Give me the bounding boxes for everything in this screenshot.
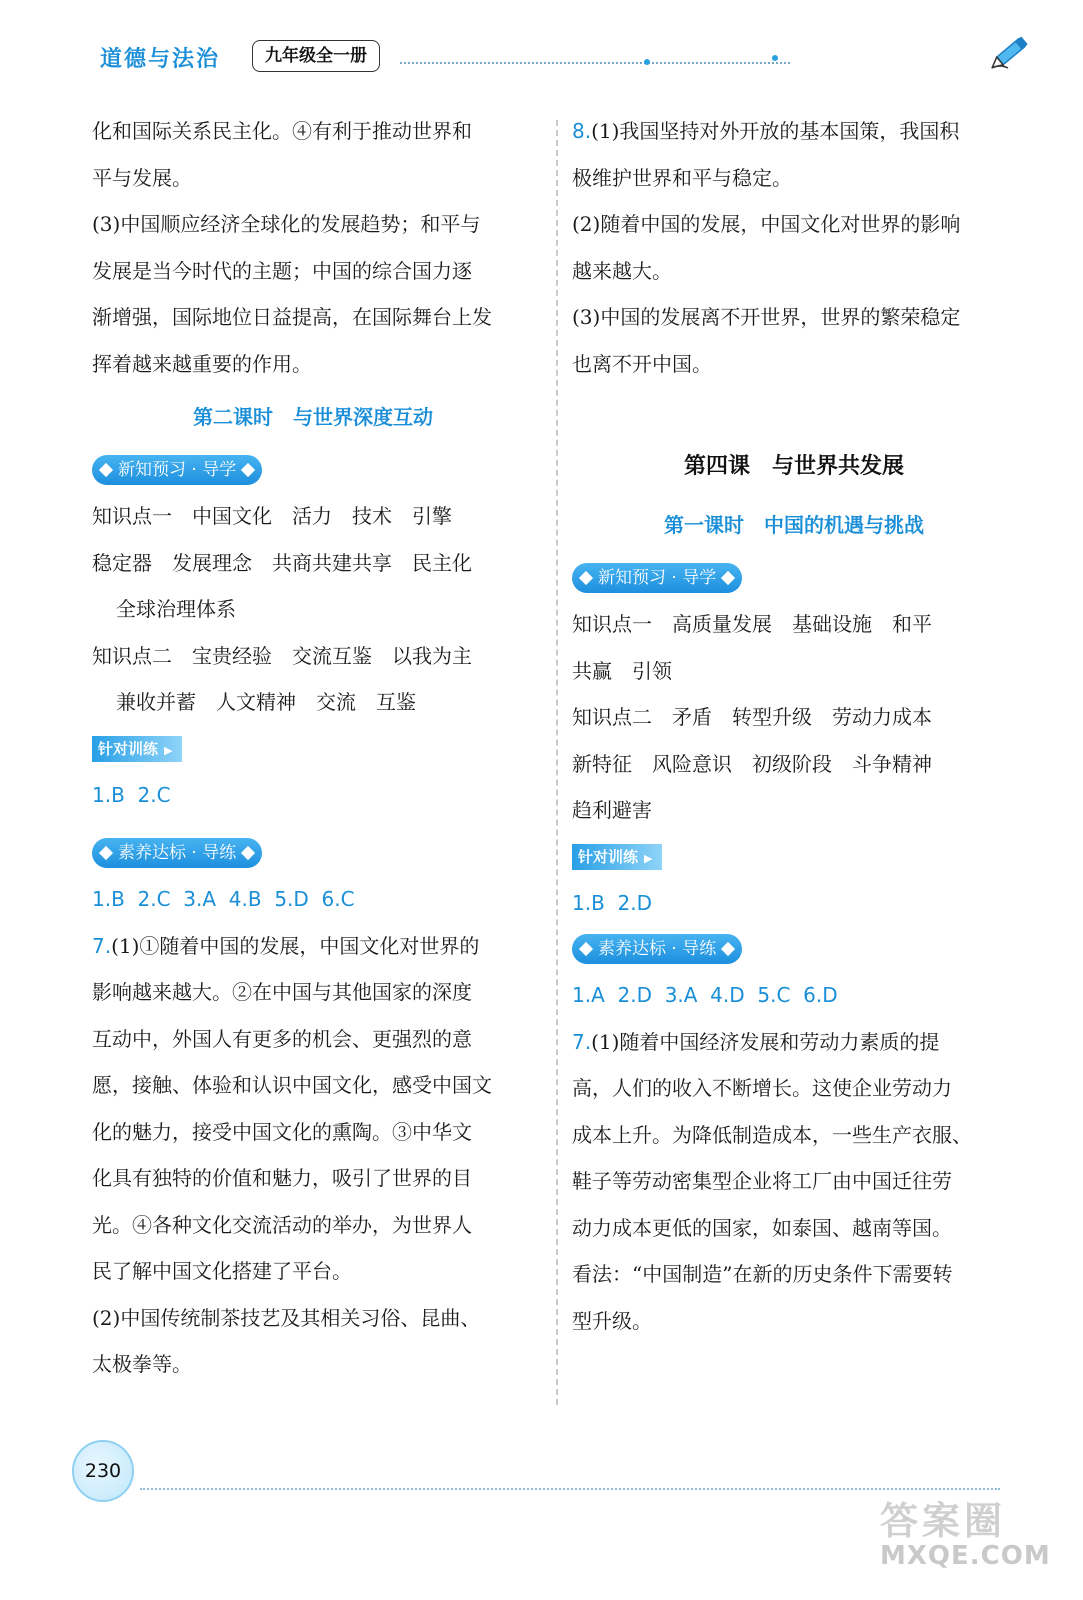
- practice-label: 素养达标 · 导练: [598, 939, 717, 959]
- diamond-icon: [99, 846, 113, 860]
- question-number: 7.: [92, 933, 112, 958]
- page-number-badge: [58, 1432, 144, 1502]
- knowledge-line: 知识点二 宝贵经验 交流互鉴 以我为主: [92, 643, 472, 668]
- triangle-right-icon: ▶: [644, 851, 653, 865]
- answer: 2.C: [137, 887, 171, 911]
- preview-banner: [572, 563, 742, 593]
- text-line: 高，人们的收入不断增长。这使企业劳动力: [572, 1076, 952, 1100]
- text: (1)我国坚持对外开放的基本国策，我国积: [591, 119, 960, 143]
- text-line: 极维护世界和平与稳定。: [572, 165, 792, 190]
- text-line: 化具有独特的价值和魅力，吸引了世界的目: [92, 1166, 472, 1190]
- question-number: 7.: [572, 1029, 592, 1054]
- knowledge-line: 兼收并蓄 人文精神 交流 互鉴: [116, 690, 416, 714]
- text-line: (3)中国顺应经济全球化的发展趋势；和平与: [92, 212, 481, 236]
- text-line: 愿，接触、体验和认识中国文化，感受中国文: [92, 1073, 492, 1097]
- pen-icon: [990, 28, 1036, 76]
- text-line: 影响越来越大。②在中国与其他国家的深度: [92, 980, 472, 1004]
- answer: 3.A: [183, 887, 217, 911]
- grade-badge: 九年级全一册: [252, 40, 380, 72]
- text-line: 挥着越来越重要的作用。: [92, 351, 312, 376]
- text-line: 光。④各种文化交流活动的举办，为世界人: [92, 1212, 472, 1237]
- knowledge-line: 全球治理体系: [116, 597, 236, 621]
- answer-line: [572, 880, 1016, 927]
- header-dotted-line: [400, 62, 790, 64]
- text-line: 看法：“中国制造”在新的历史条件下需要转: [572, 1262, 953, 1286]
- text-line: 鞋子等劳动密集型企业将工厂由中国迁往劳: [572, 1169, 952, 1193]
- answer: 2.D: [617, 890, 653, 915]
- answer: 4.D: [710, 983, 745, 1007]
- text-line: (2)中国传统制茶技艺及其相关习俗、昆曲、: [92, 1305, 481, 1330]
- answer-line: [92, 876, 534, 923]
- page-header: [0, 0, 1083, 90]
- diamond-icon: [579, 942, 593, 956]
- text-line: 化的魅力，接受中国文化的熏陶。③中华文: [92, 1119, 472, 1144]
- answer: 1.A: [572, 983, 605, 1007]
- header-dot: [644, 59, 650, 65]
- training-tag: [572, 844, 662, 870]
- text-line: 民了解中国文化搭建了平台。: [92, 1259, 352, 1283]
- text-line: 成本上升。为降低制造成本，一些生产衣服、: [572, 1122, 972, 1147]
- knowledge-line: 共赢 引领: [572, 658, 672, 683]
- diamond-icon: [721, 942, 735, 956]
- text-line: 动力成本更低的国家，如泰国、越南等国。: [572, 1215, 952, 1240]
- page-number: 230: [72, 1440, 134, 1502]
- watermark: [880, 1490, 1070, 1590]
- answer: 3.A: [664, 983, 698, 1007]
- knowledge-line: 知识点一 高质量发展 基础设施 和平: [572, 612, 932, 636]
- answer: 1.B: [92, 887, 125, 911]
- right-column: [572, 108, 1016, 1344]
- preview-banner-wrap: [92, 447, 534, 493]
- answer: 1.B: [92, 782, 125, 807]
- answer: 6.D: [803, 983, 838, 1007]
- subject-title: 道德与法治: [100, 47, 221, 72]
- text-line: 发展是当今时代的主题；中国的综合国力逐: [92, 258, 472, 283]
- knowledge-line: 知识点二 矛盾 转型升级 劳动力成本: [572, 705, 932, 729]
- text-line: [92, 923, 534, 970]
- practice-banner-wrap: [92, 830, 534, 876]
- lesson-title: 第四课 与世界共发展: [683, 453, 904, 479]
- watermark-line2: MXQE.COM: [880, 1541, 1051, 1571]
- section-title: 第一课时 中国的机遇与挑战: [664, 513, 924, 537]
- preview-label: 新知预习 · 导学: [118, 460, 237, 480]
- text-line: 平与发展。: [92, 165, 192, 190]
- text-line: (3)中国的发展离不开世界，世界的繁荣稳定: [572, 305, 961, 329]
- answer-line: [92, 772, 534, 819]
- practice-banner-wrap: [572, 926, 1016, 972]
- text-line: 互动中，外国人有更多的机会、更强烈的意: [92, 1026, 472, 1051]
- left-column: [92, 108, 534, 1388]
- practice-label: 素养达标 · 导练: [118, 843, 237, 863]
- diamond-icon: [241, 846, 255, 860]
- header-dot: [772, 55, 778, 61]
- text-line: 渐增强，国际地位日益提高，在国际舞台上发: [92, 305, 492, 329]
- training-tag: [92, 736, 182, 762]
- question-number: 8.: [572, 119, 592, 143]
- text-line: [572, 1019, 1016, 1066]
- training-label: 针对训练: [578, 847, 639, 866]
- answer: 2.D: [617, 983, 652, 1007]
- preview-banner-wrap: [572, 555, 1016, 601]
- answer: 2.C: [137, 782, 171, 807]
- training-tag-wrap: [92, 726, 534, 772]
- answer: 5.D: [274, 887, 309, 911]
- section-title: 第二课时 与世界深度互动: [193, 405, 433, 429]
- knowledge-line: 新特征 风险意识 初级阶段 斗争精神: [572, 751, 932, 776]
- text: (1)①随着中国的发展，中国文化对世界的: [111, 933, 480, 958]
- preview-label: 新知预习 · 导学: [598, 568, 717, 588]
- column-divider: [556, 120, 558, 1405]
- answer-line: [572, 972, 1016, 1019]
- answer: 6.C: [321, 887, 355, 911]
- diamond-icon: [721, 571, 735, 585]
- answer: 5.C: [757, 983, 791, 1007]
- training-label: 针对训练: [98, 739, 159, 758]
- diamond-icon: [579, 571, 593, 585]
- text-line: 化和国际关系民主化。④有利于推动世界和: [92, 119, 472, 143]
- diamond-icon: [241, 463, 255, 477]
- knowledge-line: 知识点一 中国文化 活力 技术 引擎: [92, 504, 452, 528]
- text-line: [572, 108, 1016, 155]
- text: (1)随着中国经济发展和劳动力素质的提: [591, 1029, 940, 1054]
- preview-banner: [92, 455, 262, 485]
- practice-banner: [92, 838, 262, 868]
- watermark-line1: 答案圈: [880, 1499, 1007, 1543]
- text-line: (2)随着中国的发展，中国文化对世界的影响: [572, 212, 961, 236]
- knowledge-line: 趋利避害: [572, 798, 652, 822]
- text-line: 越来越大。: [572, 258, 672, 283]
- triangle-right-icon: ▶: [164, 743, 173, 757]
- training-tag-wrap: [572, 834, 1016, 880]
- knowledge-line: 稳定器 发展理念 共商共建共享 民主化: [92, 550, 472, 575]
- answer: 4.B: [228, 887, 262, 911]
- footer-dotted-line: [140, 1488, 1000, 1490]
- text-line: 型升级。: [572, 1308, 652, 1333]
- text-line: 太极拳等。: [92, 1352, 192, 1376]
- practice-banner: [572, 934, 742, 964]
- text-line: 也离不开中国。: [572, 351, 712, 376]
- diamond-icon: [99, 463, 113, 477]
- answer: 1.B: [572, 890, 605, 915]
